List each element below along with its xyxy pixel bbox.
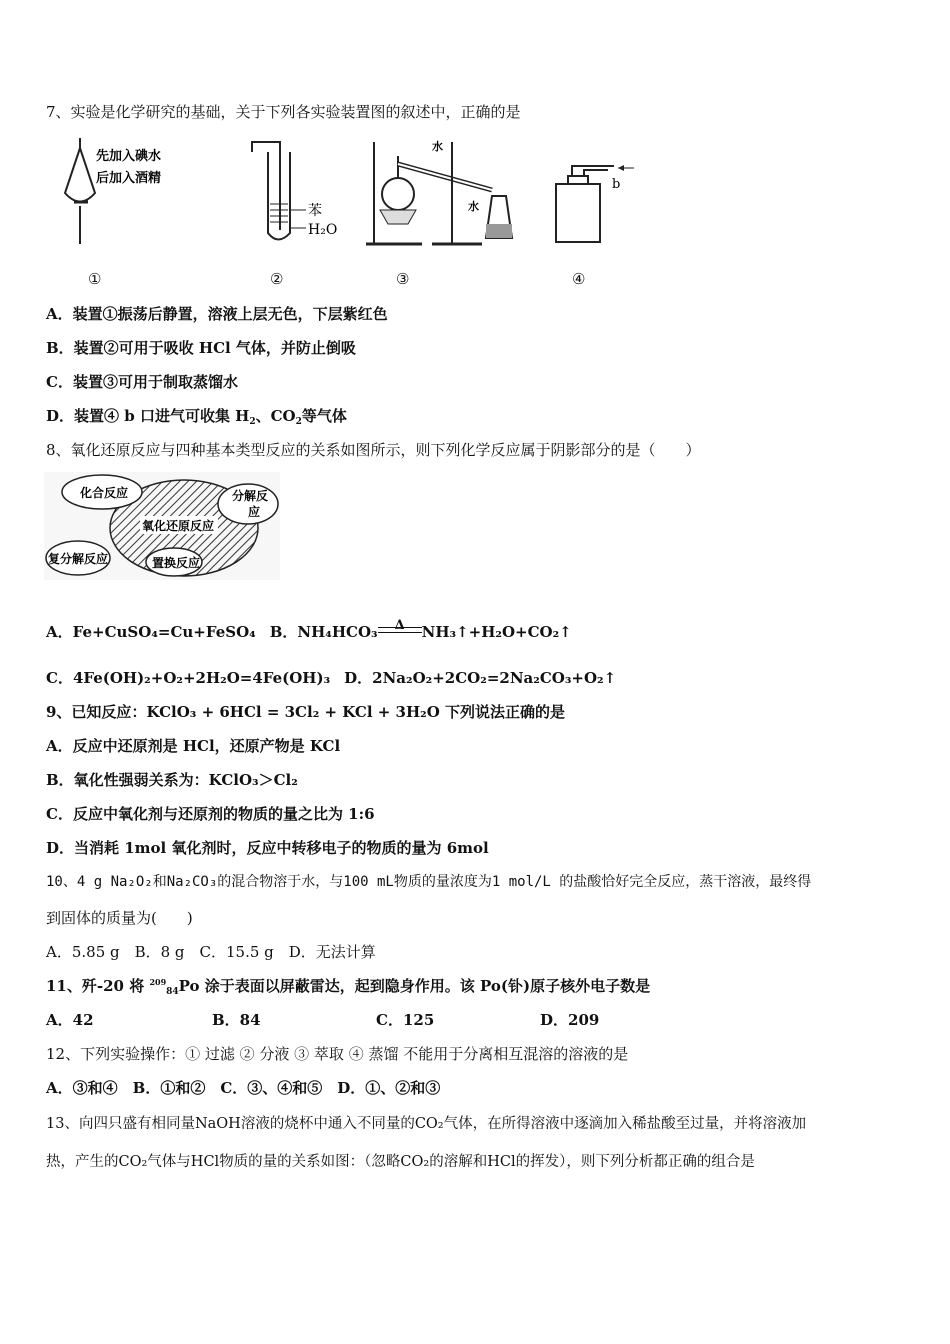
q8-label-decomposition-2: 应 (248, 505, 261, 519)
q7-label-2: ② (270, 270, 284, 288)
q8-stem: 8、氧化还原反应与四种基本类型反应的关系如图所示，则下列化学反应属于阴影部分的是（ ） (46, 441, 701, 459)
q7-figure-1-separatory-funnel (60, 138, 200, 248)
q8-label-redox: 氧化还原反应 (142, 519, 215, 533)
q10-stem-line2: 到固体的质量为( ) (46, 909, 193, 927)
q8-options-cd (46, 668, 616, 688)
q7-label-3: ③ (396, 270, 410, 288)
q7-fig2-water: H₂O (308, 222, 338, 238)
q9-option-a: A．反应中还原剂是 HCl，还原产物是 KCl (46, 737, 341, 755)
q7-fig3-water-bottom: 水 (468, 200, 479, 213)
q8-label-double-displacement: 复分解反应 (48, 552, 109, 566)
q12-options: A．③和④ B．①和② C．③、④和⑤ D．①、②和③ (46, 1079, 441, 1097)
q9-option-d: D．当消耗 1mol 氧化剂时，反应中转移电子的物质的量为 6mol (46, 839, 489, 857)
q10-options: A．5.85 g B．8 g C．15.5 g D．无法计算 (46, 943, 376, 961)
q7-option-d: D．装置④ b 口进气可收集 $H_2$、$CO_2$等气体 (46, 407, 347, 427)
q11-atomic-number: 84 (166, 987, 179, 997)
q9-option-c: C．反应中氧化剂与还原剂的物质的量之比为 1:6 (46, 805, 375, 823)
q7-label-1: ① (88, 270, 102, 288)
q7-stem: 7、实验是化学研究的基础，关于下列各实验装置图的叙述中，正确的是 (46, 103, 521, 121)
q7-figure-4-gas-bottle (548, 156, 648, 248)
q11-option-b: B．84 (212, 1011, 261, 1029)
q11-stem: 11、歼-20 将 $^{209}_{84}$Po 涂于表面以屏蔽雷达，起到隐身作用。该 Po(钋)原子核外电子数是 (46, 977, 651, 997)
q7-option-c: C．装置③可用于制取蒸馏水 (46, 373, 238, 391)
q11-option-c: C．125 (376, 1011, 435, 1029)
q9-stem: 9、已知反应：KClO₃ + 6HCl = 3Cl₂ + KCl + 3H₂O 下列说法正确的是 (46, 703, 566, 721)
q11-mass-number: 209 (149, 977, 167, 987)
q7-label-4: ④ (572, 270, 586, 288)
q7-fig2-benzene: 苯 (308, 203, 322, 219)
q7-figure-3-distillation (362, 134, 532, 250)
q10-stem-line1: 10、4 g Na₂O₂和Na₂CO₃的混合物溶于水，与100 mL物质的量浓度为1 mol/L 的盐酸恰好完全反应，蒸干溶液，最终得 (46, 874, 812, 890)
q7-option-b: B．装置②可用于吸收 HCl 气体，并防止倒吸 (46, 339, 356, 357)
q8-option-a: A．Fe+CuSO₄=Cu+FeSO₄ (46, 623, 256, 641)
q13-stem-line2: 热，产生的CO₂气体与HCl物质的量的关系如图：（忽略CO₂的溶解和HCl的挥发），则下列分析都正确的组合是 (46, 1154, 755, 1170)
q7-fig3-water-top: 水 (432, 140, 443, 153)
q11-option-d: D．209 (540, 1011, 600, 1029)
q8-label-decomposition: 分解反 (232, 489, 269, 503)
q8-options-ab: A．Fe+CuSO₄=Cu+FeSO₄ B．NH₄HCO₃ Δ NH₃↑+H₂O+CO₂↑ (46, 618, 572, 641)
q7-fig1-text2: 后加入酒精 (96, 171, 162, 186)
q7-option-a: A．装置①振荡后静置，溶液上层无色，下层紫红色 (46, 305, 388, 323)
q11-option-a: A．42 (46, 1011, 94, 1029)
q8-label-combination: 化合反应 (80, 486, 129, 500)
q8-option-b-reactant: B．NH₄HCO₃ (269, 623, 378, 641)
q8-option-d: D．2Na₂O₂+2CO₂=2Na₂CO₃+O₂↑ (344, 669, 617, 687)
q9-option-b: B．氧化性强弱关系为：KClO₃＞Cl₂ (46, 771, 298, 789)
q8-label-displacement: 置换反应 (152, 556, 201, 570)
q8-venn-diagram (44, 472, 284, 582)
q13-stem-line1: 13、向四只盛有相同量NaOH溶液的烧杯中通入不同量的CO₂气体，在所得溶液中逐滴加入稀盐酸至过量，并将溶液加 (46, 1116, 807, 1132)
q8-option-c: C．4Fe(OH)₂+O₂+2H₂O=4Fe(OH)₃ (46, 669, 331, 687)
q7-figure-2-test-tube (248, 138, 348, 248)
q8-option-b-products: NH₃↑+H₂O+CO₂↑ (421, 623, 572, 641)
q7-fig4-b-label: b (612, 177, 621, 192)
q12-stem: 12、下列实验操作：① 过滤 ② 分液 ③ 萃取 ④ 蒸馏 不能用于分离相互混溶的溶液的是 (46, 1045, 629, 1063)
q7-fig1-text1: 先加入碘水 (96, 149, 162, 164)
